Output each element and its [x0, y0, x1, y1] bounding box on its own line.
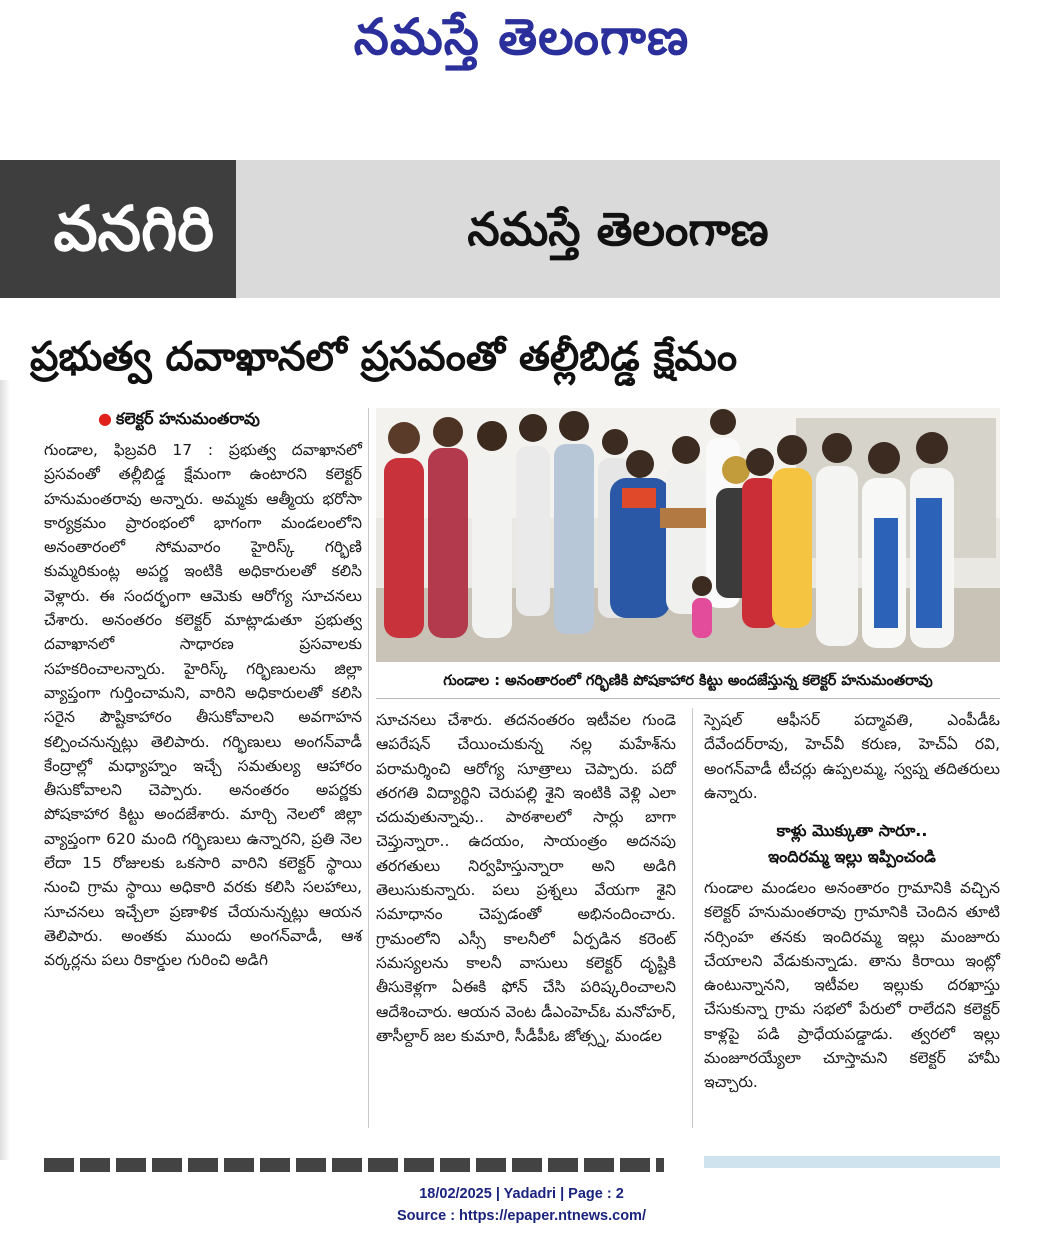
masthead-logo: నమస్తే తెలంగాణ	[353, 8, 690, 66]
subheading-line-2: ఇందిరమ్మ ఇల్లు ఇప్పించండి	[768, 847, 936, 866]
next-article-image	[704, 1156, 1000, 1168]
subheading-line-1: కాళ్లు మొక్కుతా సారూ..	[776, 821, 928, 840]
article-subheading	[704, 818, 1000, 870]
article-column-2: సూచనలు చేశారు. తదనంతరం ఇటీవల గుండె ఆపరేషన్ చేయించుకున్న నల్ల మహేశ్‌ను పరామర్శించి ఆరోగ్య సూత్రాలు చెప్పారు. పదో తరగతి విద్యార్థిని చెరుపల్లి శైని ఇంటికి వెళ్లి ఎలా చదువుతున్నావు.. పాఠశాలలో సార్లు బాగా చెప్తున్నారా.. ఉదయం, సాయంత్రం అదనపు తరగతులు నిర్వహిస్తున్నారా అని అడిగి తెలుసుకున్నారు. పలు ప్రశ్నలు వేయగా శైని సమాధానం చెప్పడంతో అభినందించారు. గ్రామంలోని ఎస్సీ కాలనీలో ఏర్పడిన కరెంట్ సమస్యలను కాలనీ వాసులు కలెక్టర్ దృష్టికి తీసుకెళ్లగా ఏఈకి ఫోన్ చేసి పరిష్కరించాలని ఆదేశించారు. ఆయన వెంట డీఎంహెచ్‌ఓ మనోహర్, తాసీల్దార్ జల కుమారి, సీడీపీఓ జోత్స్న, మండల	[376, 711, 676, 1045]
article-column-1: గుండాల, ఫిబ్రవరి 17 : ప్రభుత్వ దవాఖానలో ప్రసవంతో తల్లీబిడ్డ క్షేమంగా ఉంటారని కలెక్టర్ హనుమంతరావు అన్నారు. అమ్మకు ఆత్మీయ భరోసా కార్యక్రమం ప్రారంభంలో భాగంగా మండలంలోని అనంతారంలో సోమవారం హైరిస్క్ గర్భిణి కుమ్మరికుంట్ల అపర్ణ ఇంటికి అధికారులతో కలిసి వెళ్లారు. ఈ సందర్భంగా ఆమెకు ఆరోగ్య సూచనలు చేశారు. అనంతరం కలెక్టర్ మాట్లాడుతూ ప్రభుత్వ దవాఖానలో సాధారణ ప్రసవాలకు సహకరించాలన్నారు. హైరిస్క్ గర్భిణులను జిల్లా వ్యాప్తంగా గుర్తించామని, వారిని అధికారులతో కలిసి సరైన పౌష్టికాహారం తీసుకోవాలని అవగాహన కల్పించనున్నట్లు తెలిపారు. గర్భిణులు అంగన్‌వాడీ కేంద్రాల్లో మధ్యాహ్నం ఇచ్చే సమతుల్య ఆహారం తీసుకోవాలని చెప్పారు. అనంతరం అపర్ణకు పోషకాహార కిట్టు అందజేశారు. మార్చి నెలలో జిల్లా వ్యాప్తంగా 620 మంది గర్భిణులు ఉన్నారని, ప్రతి నెల లేదా 15 రోజులకు ఒకసారి వారిని కలెక్టర్ స్థాయి నుంచి గ్రామ స్థాయి అధికారి వరకు కలిసి సలహాలు, సూచనలు ఇచ్చేలా ప్రణాళిక చేయనున్నట్లు ఆయన తెలిపారు. అంతకు ముందు అంగన్‌వాడీ, ఆశ వర్కర్లను పలు రికార్డుల గురించి అడిగి	[44, 441, 362, 970]
bullet-icon: ●	[98, 409, 112, 428]
article-headline: ప్రభుత్వ దవాఖానలో ప్రసవంతో తల్లీబిడ్డ క్షేమం	[30, 334, 738, 380]
article-column-3-bottom: గుండాల మండలం అనంతారం గ్రామానికి వచ్చిన కలెక్టర్ హనుమంతరావు గ్రామానికి చెందిన తూటి నర్సింహ తనకు ఇందిరమ్మ ఇల్లు మంజూరు చేయాలని వేడుకున్నాడు. తాను కిరాయి ఇంట్లో ఉంటున్నానని, ఇటీవల ఇల్లుకు దరఖాస్తు చేసుకున్నా గ్రామ సభలో పేరులో రాలేదని కలెక్టర్ కాళ్లపై పడి ప్రాధేయపడ్డాడు. త్వరలో ఇల్లు మంజూరయ్యేలా చూస్తామని కలెక్టర్ హామీ ఇచ్చారు.	[704, 879, 1000, 1092]
footer-date-line: 18/02/2025 | Yadadri | Page : 2	[419, 1186, 624, 1202]
next-article-strip	[44, 1158, 664, 1172]
section-band-left-label: వనగిరి	[0, 160, 236, 298]
photo-caption: గుండాల : అనంతారంలో గర్భిణికి పోషకాహార కిట్టు అందజేస్తున్న కలెక్టర్ హనుమంతరావు	[376, 664, 1000, 699]
column-divider	[692, 708, 693, 1128]
footer-source-line[interactable]: Source : https://epaper.ntnews.com/	[397, 1208, 646, 1224]
article-photo	[376, 408, 1000, 662]
article-column-3-top: స్పెషల్ ఆఫీసర్ పద్మావతి, ఎంపీడీఓ దేవేందర్‌రావు, హెచ్‌వీ కరుణ, హెచ్‌ఏ రవి, అంగన్‌వాడీ టీచర్లు ఉప్పలమ్మ, స్వప్న తదితరులు ఉన్నారు.	[704, 711, 1000, 802]
article-byline	[98, 409, 260, 432]
masthead	[0, 0, 1043, 80]
byline-text: కలెక్టర్ హనుమంతరావు	[115, 409, 260, 428]
page-edge	[0, 380, 10, 1160]
photo-illustration	[376, 408, 1000, 662]
section-band-right-logo: నమస్తే తెలంగాణ	[236, 160, 1000, 298]
column-divider	[368, 408, 369, 1128]
page-footer	[0, 1183, 1043, 1227]
